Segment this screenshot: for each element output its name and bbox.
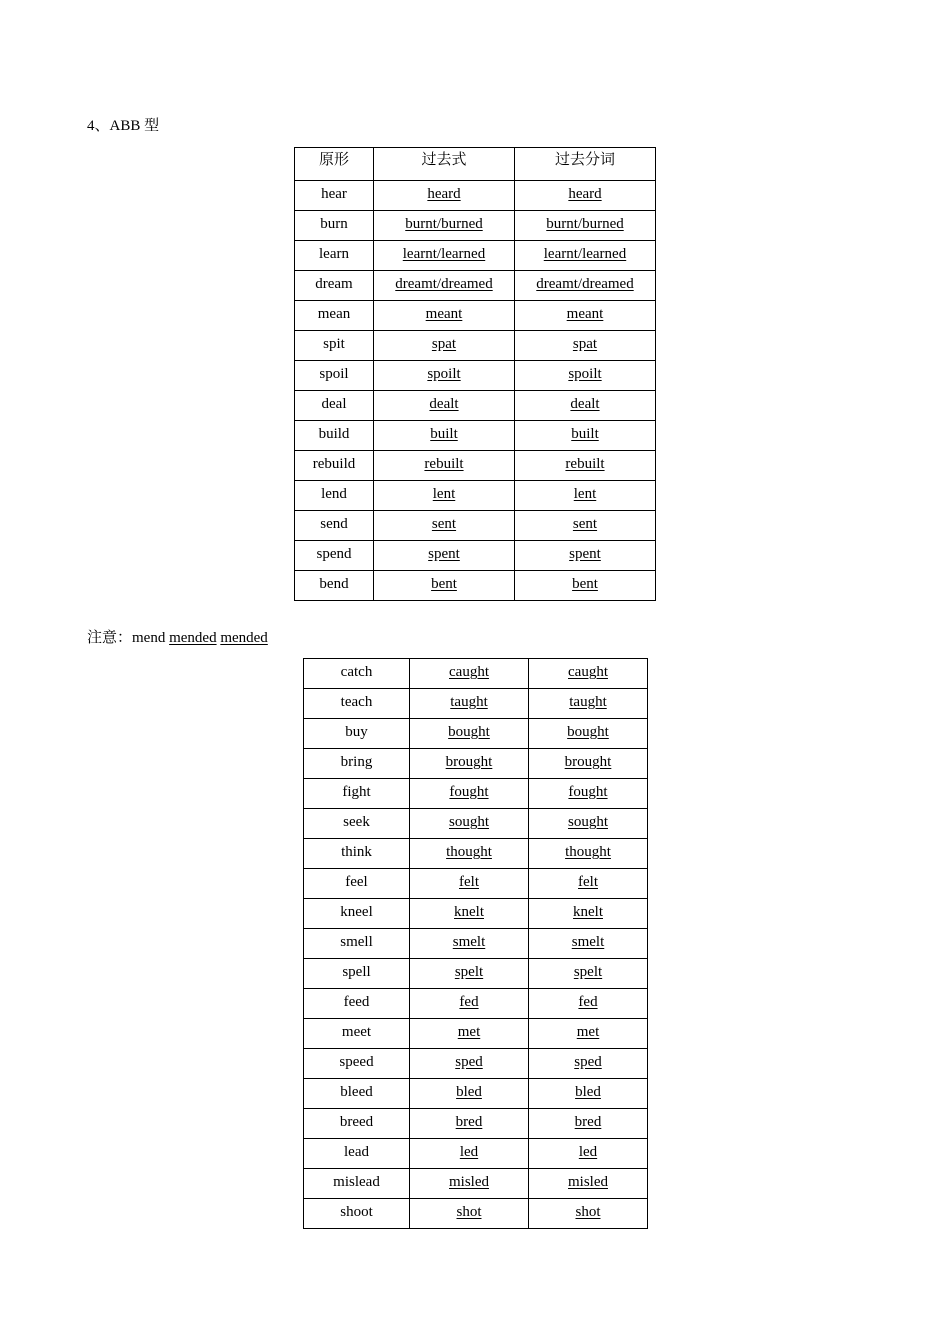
cell-past-tense-text: sped bbox=[455, 1054, 483, 1070]
cell-base-form bbox=[295, 481, 374, 511]
cell-past-participle bbox=[529, 1019, 648, 1049]
cell-past-tense bbox=[374, 511, 515, 541]
cell-past-tense-text: rebuilt bbox=[424, 456, 464, 472]
cell-base-form-text: speed bbox=[339, 1054, 374, 1070]
cell-past-participle bbox=[515, 571, 656, 601]
table-row bbox=[295, 541, 656, 571]
cell-base-form bbox=[304, 989, 410, 1019]
cell-base-form-text: bring bbox=[340, 754, 373, 770]
cell-base-form-text: spit bbox=[323, 336, 345, 352]
cell-past-participle-text: fought bbox=[568, 784, 608, 800]
header-past-tense: 过去式 bbox=[374, 148, 515, 181]
cell-past-tense-text: fought bbox=[449, 784, 489, 800]
cell-base-form-text: bleed bbox=[340, 1084, 373, 1100]
cell-past-tense bbox=[410, 1139, 529, 1169]
cell-base-form-text: rebuild bbox=[312, 456, 356, 472]
cell-past-tense-text: taught bbox=[450, 694, 488, 710]
cell-past-participle-text: dealt bbox=[570, 396, 600, 412]
cell-base-form-text: spell bbox=[342, 964, 371, 980]
note-participle: mended bbox=[220, 630, 268, 646]
table-row bbox=[304, 989, 648, 1019]
cell-past-tense-text: bent bbox=[431, 576, 457, 592]
cell-base-form-text: feed bbox=[343, 994, 370, 1010]
cell-past-tense bbox=[410, 1199, 529, 1229]
cell-past-participle bbox=[529, 959, 648, 989]
cell-base-form-text: hear bbox=[321, 186, 347, 202]
cell-base-form bbox=[304, 839, 410, 869]
cell-past-tense-text: smelt bbox=[452, 934, 486, 950]
cell-past-participle bbox=[515, 421, 656, 451]
cell-past-tense bbox=[410, 719, 529, 749]
cell-past-tense bbox=[410, 749, 529, 779]
cell-base-form bbox=[295, 361, 374, 391]
cell-base-form-text: dream bbox=[315, 276, 353, 292]
cell-base-form bbox=[304, 929, 410, 959]
cell-past-tense-text: bought bbox=[448, 724, 490, 740]
header-past-participle: 过去分词 bbox=[515, 148, 656, 181]
cell-base-form bbox=[304, 779, 410, 809]
cell-past-participle-text: misled bbox=[568, 1174, 608, 1190]
table-row bbox=[295, 391, 656, 421]
cell-past-tense bbox=[374, 211, 515, 241]
table-row bbox=[304, 1139, 648, 1169]
table-row bbox=[295, 571, 656, 601]
table-row bbox=[295, 271, 656, 301]
cell-past-participle bbox=[529, 749, 648, 779]
cell-past-participle-text: brought bbox=[564, 754, 612, 770]
cell-past-tense-text: spent bbox=[428, 546, 460, 562]
cell-base-form-text: seek bbox=[343, 814, 370, 830]
cell-past-participle-text: led bbox=[578, 1144, 598, 1160]
cell-past-tense-text: knelt bbox=[454, 904, 484, 920]
cell-past-participle-text: shot bbox=[575, 1204, 601, 1220]
cell-base-form bbox=[304, 899, 410, 929]
cell-base-form-text: teach bbox=[340, 694, 373, 710]
table-row bbox=[295, 331, 656, 361]
cell-past-tense bbox=[410, 689, 529, 719]
cell-past-tense-text: heard bbox=[427, 186, 461, 202]
table-row bbox=[304, 809, 648, 839]
cell-past-participle-text: bought bbox=[567, 724, 609, 740]
cell-past-participle bbox=[515, 181, 656, 211]
cell-base-form-text: lend bbox=[321, 486, 347, 502]
cell-base-form bbox=[295, 301, 374, 331]
cell-base-form bbox=[304, 959, 410, 989]
cell-past-tense bbox=[374, 481, 515, 511]
cell-past-tense bbox=[374, 301, 515, 331]
note-past: mended bbox=[169, 630, 217, 646]
cell-base-form-text: think bbox=[341, 844, 372, 860]
cell-base-form bbox=[304, 1019, 410, 1049]
cell-past-tense-text: bled bbox=[456, 1084, 482, 1100]
abb-verb-table bbox=[294, 147, 656, 601]
cell-base-form bbox=[295, 451, 374, 481]
cell-past-tense-text: dreamt/dreamed bbox=[395, 276, 493, 292]
cell-past-participle-text: dreamt/dreamed bbox=[536, 276, 634, 292]
cell-past-tense-text: lent bbox=[432, 486, 456, 502]
cell-past-tense bbox=[374, 271, 515, 301]
table-row bbox=[295, 301, 656, 331]
cell-past-participle-text: spat bbox=[572, 336, 598, 352]
cell-base-form bbox=[295, 511, 374, 541]
cell-base-form bbox=[304, 869, 410, 899]
table-row bbox=[304, 1019, 648, 1049]
cell-past-tense bbox=[374, 571, 515, 601]
cell-base-form bbox=[304, 1079, 410, 1109]
cell-past-participle-text: knelt bbox=[573, 904, 603, 920]
cell-past-participle bbox=[529, 989, 648, 1019]
cell-past-tense-text: burnt/burned bbox=[405, 216, 483, 232]
table-row bbox=[304, 1079, 648, 1109]
cell-past-participle bbox=[515, 511, 656, 541]
cell-base-form bbox=[295, 211, 374, 241]
cell-past-participle bbox=[529, 659, 648, 689]
cell-past-tense bbox=[410, 929, 529, 959]
cell-past-participle bbox=[515, 541, 656, 571]
cell-past-tense bbox=[410, 809, 529, 839]
cell-past-tense-text: misled bbox=[449, 1174, 489, 1190]
cell-past-tense bbox=[374, 331, 515, 361]
cell-base-form-text: smell bbox=[340, 934, 373, 950]
cell-past-participle-text: rebuilt bbox=[565, 456, 605, 472]
cell-base-form-text: breed bbox=[339, 1114, 374, 1130]
table-row bbox=[304, 869, 648, 899]
cell-past-tense bbox=[374, 361, 515, 391]
cell-past-tense bbox=[410, 1109, 529, 1139]
table-row bbox=[304, 1169, 648, 1199]
cell-base-form-text: catch bbox=[340, 664, 373, 680]
cell-base-form-text: mislead bbox=[333, 1174, 380, 1190]
cell-past-tense-text: dealt bbox=[429, 396, 459, 412]
cell-past-participle-text: met bbox=[576, 1024, 600, 1040]
table-row bbox=[304, 1199, 648, 1229]
cell-past-participle-text: taught bbox=[569, 694, 607, 710]
cell-past-tense-text: shot bbox=[456, 1204, 482, 1220]
cell-past-tense bbox=[410, 1079, 529, 1109]
cell-past-tense-text: caught bbox=[449, 664, 489, 680]
cell-past-participle bbox=[529, 899, 648, 929]
cell-past-tense-text: spelt bbox=[454, 964, 484, 980]
cell-base-form-text: send bbox=[320, 516, 348, 532]
cell-past-participle bbox=[515, 331, 656, 361]
cell-past-tense-text: built bbox=[430, 426, 458, 442]
note-line bbox=[87, 628, 268, 648]
cell-past-participle-text: burnt/burned bbox=[546, 216, 624, 232]
table-header-row bbox=[295, 148, 656, 181]
cell-past-tense bbox=[410, 839, 529, 869]
cell-past-tense-text: fed bbox=[459, 994, 479, 1010]
header-base-form: 原形 bbox=[295, 148, 374, 181]
cell-past-tense-text: bred bbox=[455, 1114, 483, 1130]
cell-past-tense-text: meant bbox=[425, 306, 463, 322]
cell-base-form-text: deal bbox=[321, 396, 347, 412]
cell-past-tense bbox=[410, 779, 529, 809]
cell-past-participle-text: felt bbox=[578, 874, 598, 890]
cell-past-tense bbox=[410, 959, 529, 989]
table-row bbox=[295, 511, 656, 541]
cell-past-participle bbox=[515, 391, 656, 421]
table-row bbox=[295, 451, 656, 481]
cell-past-participle-text: thought bbox=[565, 844, 611, 860]
cell-base-form-text: learn bbox=[319, 246, 349, 262]
cell-past-tense bbox=[410, 989, 529, 1019]
table-row bbox=[295, 421, 656, 451]
note-label: 注意： bbox=[87, 630, 133, 646]
cell-base-form bbox=[295, 181, 374, 211]
cell-past-participle-text: meant bbox=[566, 306, 604, 322]
cell-past-participle-text: spent bbox=[569, 546, 601, 562]
cell-base-form-text: kneel bbox=[340, 904, 373, 920]
note-base: mend bbox=[132, 630, 166, 646]
cell-past-participle-text: bred bbox=[574, 1114, 602, 1130]
cell-past-tense bbox=[410, 1169, 529, 1199]
table-row bbox=[304, 779, 648, 809]
cell-past-tense-text: spat bbox=[431, 336, 457, 352]
cell-base-form bbox=[304, 1199, 410, 1229]
cell-past-participle bbox=[529, 1079, 648, 1109]
cell-past-participle bbox=[529, 719, 648, 749]
cell-base-form bbox=[304, 659, 410, 689]
cell-past-tense bbox=[374, 541, 515, 571]
cell-base-form bbox=[295, 241, 374, 271]
abb-verb-table-continued bbox=[303, 658, 648, 1229]
cell-past-participle-text: learnt/learned bbox=[543, 246, 627, 262]
cell-past-tense-text: learnt/learned bbox=[402, 246, 486, 262]
cell-base-form-text: spoil bbox=[319, 366, 349, 382]
cell-past-participle bbox=[529, 779, 648, 809]
cell-base-form bbox=[295, 391, 374, 421]
cell-past-tense bbox=[374, 181, 515, 211]
cell-base-form-text: build bbox=[318, 426, 350, 442]
cell-past-participle bbox=[515, 361, 656, 391]
cell-past-tense-text: sought bbox=[448, 814, 489, 830]
cell-base-form bbox=[304, 719, 410, 749]
cell-base-form bbox=[304, 1049, 410, 1079]
cell-past-tense bbox=[374, 241, 515, 271]
cell-base-form bbox=[304, 749, 410, 779]
table-row bbox=[304, 659, 648, 689]
cell-past-tense bbox=[410, 1049, 529, 1079]
cell-base-form bbox=[295, 571, 374, 601]
table-row bbox=[304, 749, 648, 779]
cell-past-participle bbox=[515, 211, 656, 241]
cell-past-participle-text: heard bbox=[568, 186, 602, 202]
cell-past-tense-text: spoilt bbox=[427, 366, 461, 382]
cell-past-tense bbox=[410, 869, 529, 899]
cell-base-form-text: fight bbox=[342, 784, 371, 800]
cell-past-participle bbox=[529, 1169, 648, 1199]
cell-base-form bbox=[304, 809, 410, 839]
table-row bbox=[295, 181, 656, 211]
cell-past-tense-text: led bbox=[459, 1144, 479, 1160]
cell-past-tense bbox=[410, 899, 529, 929]
cell-base-form bbox=[304, 1139, 410, 1169]
cell-base-form bbox=[295, 541, 374, 571]
cell-base-form-text: lead bbox=[344, 1144, 369, 1160]
cell-base-form-text: bend bbox=[319, 576, 349, 592]
cell-base-form-text: meet bbox=[341, 1024, 372, 1040]
cell-base-form-text: buy bbox=[345, 724, 368, 740]
cell-base-form bbox=[304, 689, 410, 719]
table-row bbox=[304, 929, 648, 959]
cell-past-participle bbox=[529, 1049, 648, 1079]
cell-base-form-text: shoot bbox=[340, 1204, 373, 1220]
cell-past-participle bbox=[529, 1199, 648, 1229]
cell-past-participle bbox=[529, 839, 648, 869]
cell-past-participle-text: sped bbox=[574, 1054, 602, 1070]
cell-past-tense-text: felt bbox=[459, 874, 479, 890]
table-row bbox=[295, 241, 656, 271]
cell-past-participle bbox=[529, 869, 648, 899]
cell-base-form bbox=[295, 421, 374, 451]
table-row bbox=[304, 959, 648, 989]
cell-past-tense bbox=[374, 451, 515, 481]
cell-past-tense bbox=[410, 659, 529, 689]
cell-past-participle-text: bent bbox=[572, 576, 598, 592]
cell-past-tense-text: brought bbox=[445, 754, 493, 770]
cell-base-form bbox=[295, 331, 374, 361]
cell-past-participle-text: caught bbox=[568, 664, 608, 680]
cell-base-form-text: feel bbox=[345, 874, 368, 890]
cell-past-participle bbox=[515, 301, 656, 331]
table-row bbox=[304, 689, 648, 719]
cell-base-form-text: burn bbox=[320, 216, 348, 232]
cell-past-participle-text: sent bbox=[572, 516, 598, 532]
table-row bbox=[304, 719, 648, 749]
cell-past-participle bbox=[529, 689, 648, 719]
cell-past-tense bbox=[410, 1019, 529, 1049]
cell-base-form-text: mean bbox=[317, 306, 351, 322]
cell-past-tense-text: sent bbox=[431, 516, 457, 532]
cell-past-participle-text: fed bbox=[578, 994, 598, 1010]
cell-past-tense bbox=[374, 391, 515, 421]
table-row bbox=[304, 1049, 648, 1079]
cell-past-participle-text: lent bbox=[573, 486, 597, 502]
table-row bbox=[304, 839, 648, 869]
cell-past-participle-text: smelt bbox=[571, 934, 605, 950]
table-row bbox=[295, 481, 656, 511]
cell-past-tense-text: thought bbox=[446, 844, 492, 860]
cell-base-form bbox=[295, 271, 374, 301]
cell-past-tense-text: met bbox=[457, 1024, 481, 1040]
cell-past-participle bbox=[529, 1139, 648, 1169]
cell-past-participle-text: built bbox=[571, 426, 599, 442]
table-row bbox=[304, 1109, 648, 1139]
cell-past-participle-text: sought bbox=[567, 814, 608, 830]
cell-base-form bbox=[304, 1109, 410, 1139]
table-row bbox=[295, 361, 656, 391]
cell-past-participle-text: spoilt bbox=[568, 366, 602, 382]
cell-past-participle-text: bled bbox=[575, 1084, 601, 1100]
cell-past-participle bbox=[529, 809, 648, 839]
section-heading: 4、ABB 型 bbox=[87, 118, 160, 134]
cell-past-tense bbox=[374, 421, 515, 451]
cell-past-participle bbox=[529, 929, 648, 959]
cell-base-form-text: spend bbox=[316, 546, 352, 562]
cell-past-participle bbox=[515, 241, 656, 271]
table-row bbox=[295, 211, 656, 241]
cell-past-participle bbox=[529, 1109, 648, 1139]
cell-past-participle-text: spelt bbox=[573, 964, 603, 980]
table-row bbox=[304, 899, 648, 929]
cell-base-form bbox=[304, 1169, 410, 1199]
cell-past-participle bbox=[515, 451, 656, 481]
cell-past-participle bbox=[515, 271, 656, 301]
cell-past-participle bbox=[515, 481, 656, 511]
